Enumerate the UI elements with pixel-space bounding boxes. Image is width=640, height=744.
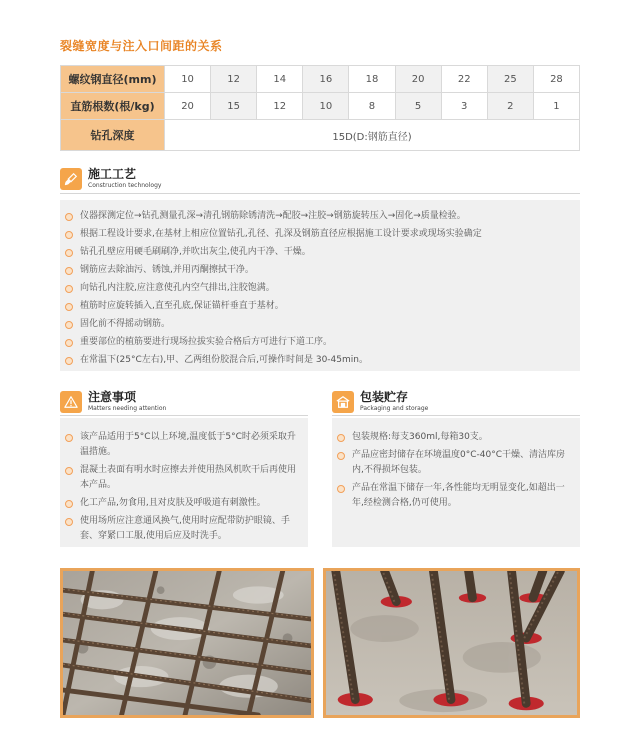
bullet-icon [65, 357, 73, 365]
notes-subtitle: Matters needing attention [88, 405, 167, 412]
warehouse-icon [332, 391, 354, 413]
table-cell: 15 [211, 93, 257, 120]
list-item: 向钻孔内注胶,应注意使孔内空气排出,注胶饱满。 [60, 282, 580, 295]
divider [60, 415, 308, 416]
table-cell: 16 [303, 66, 349, 93]
table-cell: 18 [349, 66, 395, 93]
list-item: 混凝土表面有明水时应擦去并使用热风机吹干后再使用本产品。 [60, 463, 302, 493]
bullet-icon [65, 249, 73, 257]
table-cell: 3 [441, 93, 487, 120]
bullet-icon [65, 339, 73, 347]
construction-title: 施工工艺 [88, 167, 137, 181]
table-row-count [61, 93, 580, 120]
list-item: 钢筋应去除油污、锈蚀,并用丙酮擦拭干净。 [60, 264, 580, 277]
packaging-title: 包装贮存 [360, 390, 409, 404]
table-cell: 14 [257, 66, 303, 93]
list-item: 该产品适用于5°C以上环境,温度低于5°C时必须采取升温措施。 [60, 430, 302, 460]
list-item: 植筋时应旋转插入,直至孔底,保证锚杆垂直于基材。 [60, 300, 580, 313]
table-row-depth [61, 120, 580, 151]
notes-title: 注意事项 [88, 390, 137, 404]
bullet-icon [65, 500, 73, 508]
list-item: 使用场所应注意通风换气,使用时应配带防护眼镜、手套、穿紧口工服,使用后应及时洗手。 [60, 514, 302, 544]
list-item: 产品在常温下储存一年,各性能均无明显变化,如超出一年,经检测合格,仍可使用。 [332, 481, 574, 511]
list-item: 在常温下(25°C左右),甲、乙两组份胶混合后,可操作时间是 30-45min。 [60, 354, 580, 367]
construction-subtitle: Construction technology [88, 182, 162, 189]
table-cell: 8 [349, 93, 395, 120]
planted-rebar-photo [323, 568, 580, 718]
packaging-list [332, 430, 574, 511]
table-row-diameter [61, 66, 580, 93]
row-label-diameter: 螺纹钢直径(mm) [61, 66, 165, 93]
rebar-mesh-photo [60, 568, 314, 718]
table-cell: 25 [487, 66, 533, 93]
list-item: 重要部位的植筋要进行现场拉拔实验合格后方可进行下道工序。 [60, 336, 580, 349]
list-item: 包装规格:每支360ml,每箱30支。 [332, 430, 574, 445]
packaging-box [332, 418, 580, 547]
bullet-icon [337, 434, 345, 442]
bullet-icon [65, 303, 73, 311]
table-cell: 28 [533, 66, 579, 93]
table-cell: 20 [395, 66, 441, 93]
table-cell: 12 [257, 93, 303, 120]
table-cell: 5 [395, 93, 441, 120]
divider [332, 415, 580, 416]
depth-value-cell: 15D(D:钢筋直径) [165, 120, 580, 151]
table-cell: 10 [165, 66, 211, 93]
table-cell: 22 [441, 66, 487, 93]
spec-table [60, 65, 580, 151]
divider [60, 193, 580, 194]
table-cell: 20 [165, 93, 211, 120]
list-item: 固化前不得摇动钢筋。 [60, 318, 580, 331]
bullet-icon [65, 518, 73, 526]
table-cell: 10 [303, 93, 349, 120]
bullet-icon [65, 285, 73, 293]
bullet-icon [65, 267, 73, 275]
warning-icon [60, 391, 82, 413]
list-item: 产品应密封储存在环境温度0°C-40°C干燥、清洁库房内,不得损坏包装。 [332, 448, 574, 478]
list-item: 化工产品,勿食用,且对皮肤及呼吸道有刺激性。 [60, 496, 302, 511]
row-label-depth: 钻孔深度 [61, 120, 165, 151]
table-cell: 1 [533, 93, 579, 120]
list-item: 钻孔孔壁应用硬毛刷刷净,并吹出灰尘,使孔内干净、干燥。 [60, 246, 580, 259]
construction-header [60, 168, 161, 190]
list-item: 根据工程设计要求,在基材上相应位置钻孔,孔径、孔深及钢筋直径应根据施工设计要求或现场实验确定 [60, 228, 580, 241]
construction-box [60, 200, 580, 371]
table-cell: 12 [211, 66, 257, 93]
bullet-icon [65, 321, 73, 329]
bullet-icon [65, 467, 73, 475]
packaging-header [332, 391, 428, 413]
notes-box [60, 418, 308, 547]
notes-header [60, 391, 166, 413]
bullet-icon [65, 434, 73, 442]
bullet-icon [337, 485, 345, 493]
page-title: 裂缝宽度与注入口间距的关系 [60, 39, 223, 53]
table-cell: 2 [487, 93, 533, 120]
construction-list [60, 210, 580, 367]
row-label-count: 直筋根数(根/kg) [61, 93, 165, 120]
bullet-icon [65, 213, 73, 221]
brush-icon [60, 168, 82, 190]
bullet-icon [337, 452, 345, 460]
packaging-subtitle: Packaging and storage [360, 405, 429, 412]
notes-list [60, 430, 302, 544]
bullet-icon [65, 231, 73, 239]
list-item: 仪器探测定位→钻孔测量孔深→清孔钢筋除锈清洗→配胶→注胶→钢筋旋转压入→固化→质量检验。 [60, 210, 580, 223]
